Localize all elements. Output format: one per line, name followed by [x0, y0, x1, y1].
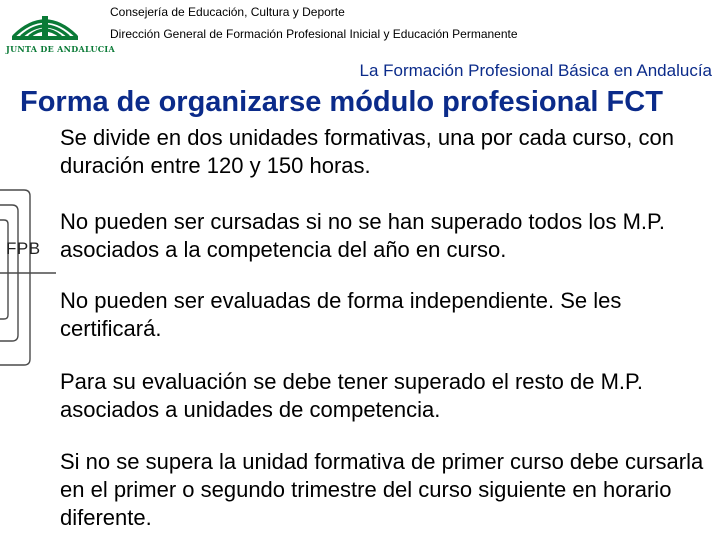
- bullet-item: No pueden ser evaluadas de forma independiente. Se les certificará.: [60, 288, 622, 341]
- bullet-item: Si no se supera la unidad formativa de primer curso debe cursarla en el primer o segundo trimestre del curso siguiente en horario diferente.: [60, 449, 704, 530]
- side-decoration: [0, 185, 60, 370]
- slide-title: Forma de organizarse módulo profesional FCT: [20, 86, 663, 118]
- slide-subtitle: La Formación Profesional Básica en Andalucía: [359, 61, 712, 80]
- bullet-item: Se divide en dos unidades formativas, una por cada curso, con duración entre 120 y 150 horas.: [60, 125, 674, 178]
- bullet-item: Para su evaluación se debe tener superado el resto de M.P. asociados a unidades de competencia.: [60, 369, 643, 422]
- bullet-item: No pueden ser cursadas si no se han superado todos los M.P. asociados a la competencia del año en curso.: [60, 209, 665, 262]
- logo-text: JUNTA DE ANDALUCIA: [6, 44, 115, 54]
- header-department: Consejería de Educación, Cultura y Deporte: [110, 5, 345, 19]
- header-directorate: Dirección General de Formación Profesional Inicial y Educación Permanente: [110, 27, 518, 41]
- fpb-label: FPB: [6, 239, 41, 258]
